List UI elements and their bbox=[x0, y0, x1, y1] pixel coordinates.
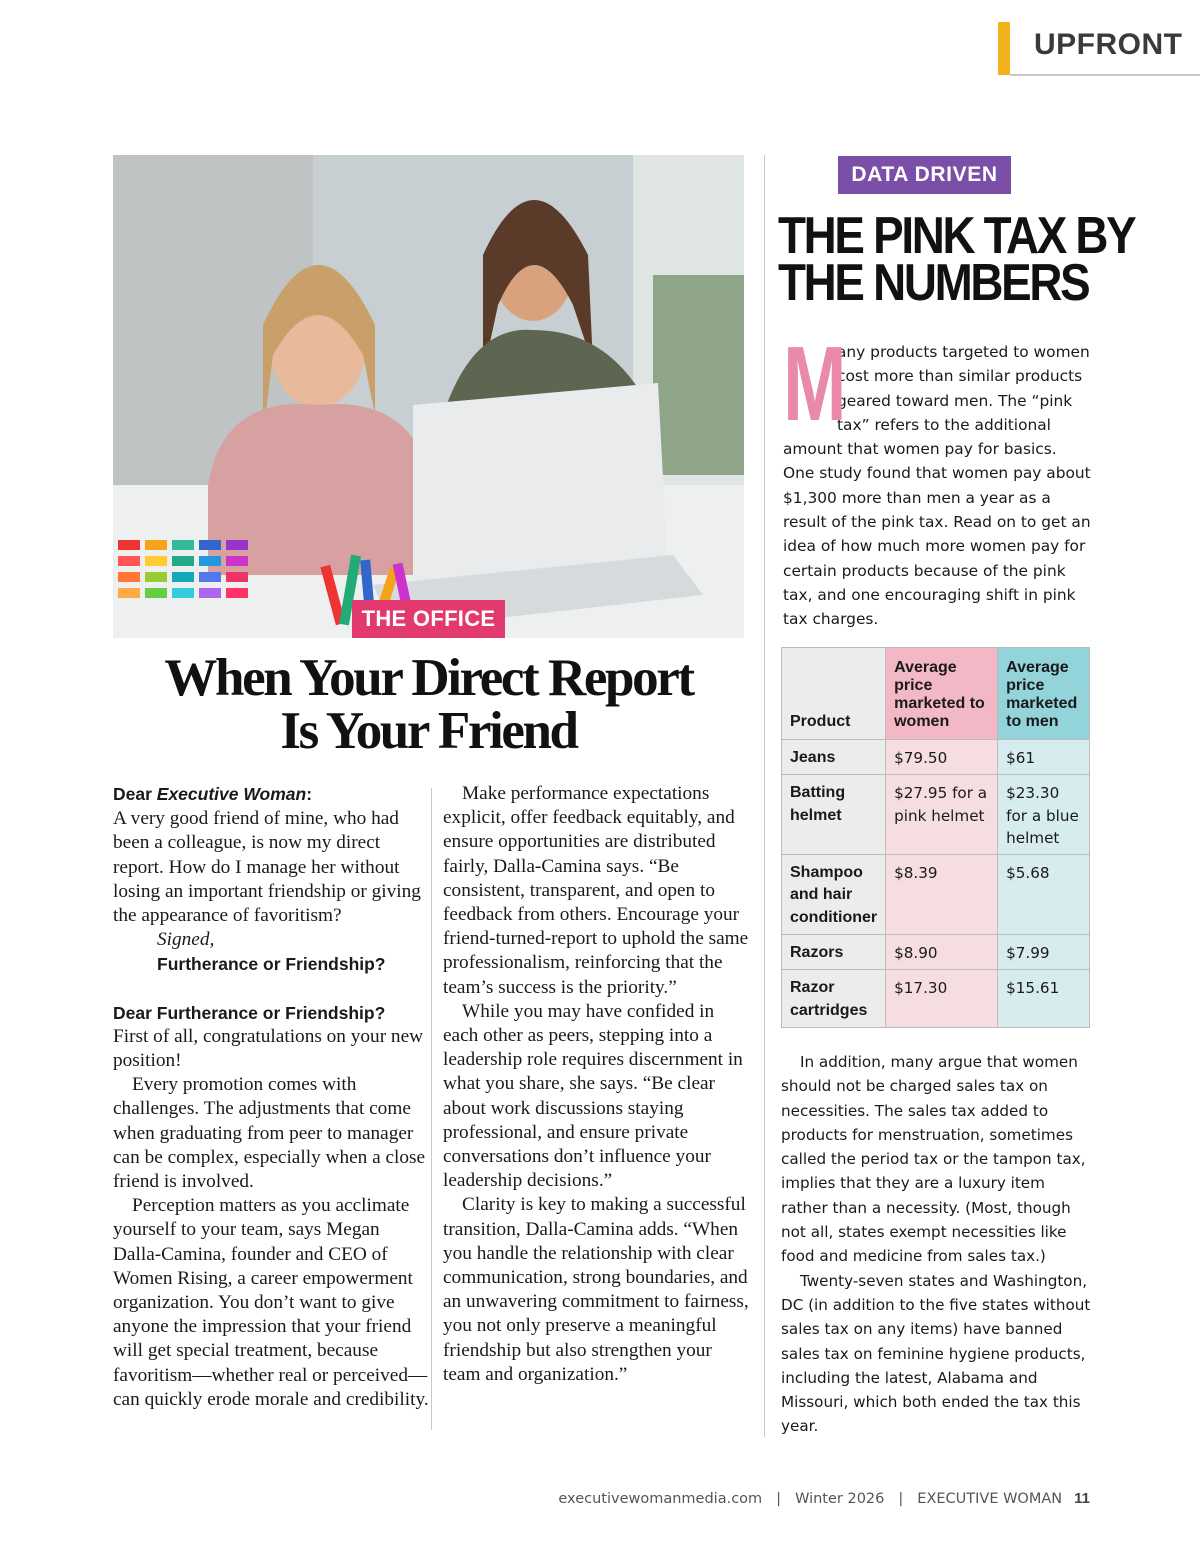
table-cell-men: $7.99 bbox=[998, 935, 1090, 970]
sidebar-title-line-1: THE PINK TAX BY bbox=[778, 207, 1135, 265]
letter-signed: Signed, bbox=[157, 929, 215, 951]
salutation-suffix: : bbox=[306, 784, 313, 804]
body-paragraph: Every promotion comes with challenges. The adjustments that come when graduating from peer to manager can be complex, especially when a close friend is involved. bbox=[113, 1074, 426, 1193]
sidebar-outro bbox=[781, 1050, 1093, 1439]
salutation-prefix: Dear bbox=[113, 784, 157, 804]
sidebar-title bbox=[778, 207, 1135, 312]
body-paragraph: Clarity is key to making a successful transition, Dalla-Camina adds. “When you handle the relationship with clear communication, strong boundaries, and an unwavering commitment to fairness, you not only preserve a meaningful friendship but also strengthen your team and organization.” bbox=[443, 1194, 749, 1385]
article-section-tag: THE OFFICE bbox=[352, 600, 505, 638]
table-row bbox=[782, 855, 1090, 935]
table-cell-men: $23.30 for a blue helmet bbox=[998, 775, 1090, 855]
table-cell-women: $8.39 bbox=[886, 855, 998, 935]
page-footer bbox=[0, 1490, 1090, 1507]
footer-separator: | bbox=[776, 1491, 782, 1507]
body-paragraph: Make performance expectations explicit, offer feedback equitably, and ensure opportunities are distributed fairly, Dalla-Camina says. “Be consistent, transparent, and open to feedback from others. Encourage your friend-turned-report to uphold the same professionalism, reinforcing that the team’s success is the priority.” bbox=[443, 783, 749, 998]
table-cell-women: $27.95 for a pink helmet bbox=[886, 775, 998, 855]
office-photo-illustration bbox=[113, 155, 744, 638]
page-number: 11 bbox=[1074, 1490, 1090, 1507]
table-cell-product: Razor cartridges bbox=[782, 970, 886, 1028]
table-header-men: Average price marketed to men bbox=[998, 648, 1090, 740]
sidebar-section-tag: DATA DRIVEN bbox=[838, 156, 1011, 194]
table-cell-women: $17.30 bbox=[886, 970, 998, 1028]
sidebar-paragraph: Twenty-seven states and Washington, DC (in addition to the five states without sales tax on any items) have banned sales tax on feminine hygiene products, including the latest, Alabama and Missouri, which both ended the tax this year. bbox=[781, 1271, 1091, 1436]
article-column-2 bbox=[443, 782, 749, 1387]
headline-line-1: When Your Direct Report bbox=[164, 649, 693, 707]
table-cell-product: Batting helmet bbox=[782, 775, 886, 855]
table-cell-product: Jeans bbox=[782, 740, 886, 775]
table-cell-product: Razors bbox=[782, 935, 886, 970]
sidebar-paragraph: In addition, many argue that women should not be charged sales tax on necessities. The sales tax added to products for menstruation, sometimes called the period tax or the tampon tax, implies that they are a luxury item rather than a necessity. (Most, though not all, states exempt necessities like food and medicine from sales tax.) bbox=[781, 1053, 1086, 1266]
headline-line-2: Is Your Friend bbox=[280, 702, 577, 760]
footer-separator: | bbox=[898, 1491, 904, 1507]
table-row bbox=[782, 935, 1090, 970]
footer-website: executivewomanmedia.com bbox=[558, 1491, 763, 1507]
table-header-women: Average price marketed to women bbox=[886, 648, 998, 740]
table-cell-men: $61 bbox=[998, 740, 1090, 775]
body-paragraph: First of all, congratulations on your new position! bbox=[113, 1025, 424, 1072]
letter-signature: Furtherance or Friendship? bbox=[157, 954, 386, 975]
section-accent-bar bbox=[998, 22, 1010, 75]
table-cell-women: $79.50 bbox=[886, 740, 998, 775]
table-header-row bbox=[782, 648, 1090, 740]
letter-salutation bbox=[113, 782, 431, 807]
table-cell-product: Shampoo and hair conditioner bbox=[782, 855, 886, 935]
article-column-1 bbox=[113, 782, 431, 1412]
body-paragraph: While you may have confided in each other as peers, stepping into a leadership role requires discernment in what you share, she says. “Be clear about work discussions staying professional, and ensure private conversations don’t influence your leadership decisions.” bbox=[443, 1000, 743, 1192]
sidebar-intro-text: any products targeted to women cost more than similar products geared toward men. The “pink tax” refers to the additional amount that women pay for basics. One study found that women pay about $1,300 more than men a year as a result of the pink tax. Read on to get an idea of how much more women pay for certain products because of the pink tax, and one encouraging shift in pink tax charges. bbox=[783, 343, 1091, 629]
letter-body: A very good friend of mine, who had been a colleague, is now my direct report. How do I manage her without losing an important friendship or giving the appearance of favoritism? bbox=[113, 808, 421, 927]
footer-issue: Winter 2026 bbox=[795, 1491, 885, 1507]
sidebar-title-line-2: THE NUMBERS bbox=[778, 254, 1089, 312]
column-divider bbox=[431, 788, 432, 1430]
table-cell-men: $15.61 bbox=[998, 970, 1090, 1028]
article-headline bbox=[113, 649, 744, 760]
body-paragraph: Perception matters as you acclimate yourself to your team, says Megan Dalla-Camina, founder and CEO of Women Rising, a career empowerment organization. You don’t want to give anyone the impression that your friend will get special treatment, because favoritism—whether real or perceived—can quickly erode morale and credibility. bbox=[113, 1195, 429, 1410]
section-rule bbox=[1010, 74, 1200, 76]
pink-tax-table bbox=[781, 647, 1090, 1028]
table-row bbox=[782, 775, 1090, 855]
table-header-product: Product bbox=[782, 648, 886, 740]
table-row bbox=[782, 740, 1090, 775]
reply-salutation: Dear Furtherance or Friendship? bbox=[113, 1002, 386, 1023]
footer-publication: EXECUTIVE WOMAN bbox=[917, 1491, 1063, 1507]
sidebar-intro bbox=[783, 325, 1091, 632]
table-cell-men: $5.68 bbox=[998, 855, 1090, 935]
sidebar-divider bbox=[764, 155, 765, 1437]
drop-cap: M bbox=[783, 325, 847, 443]
article-photo bbox=[113, 155, 744, 638]
salutation-name: Executive Woman bbox=[156, 784, 307, 804]
table-row bbox=[782, 970, 1090, 1028]
section-label: UPFRONT bbox=[1034, 28, 1183, 61]
table-cell-women: $8.90 bbox=[886, 935, 998, 970]
